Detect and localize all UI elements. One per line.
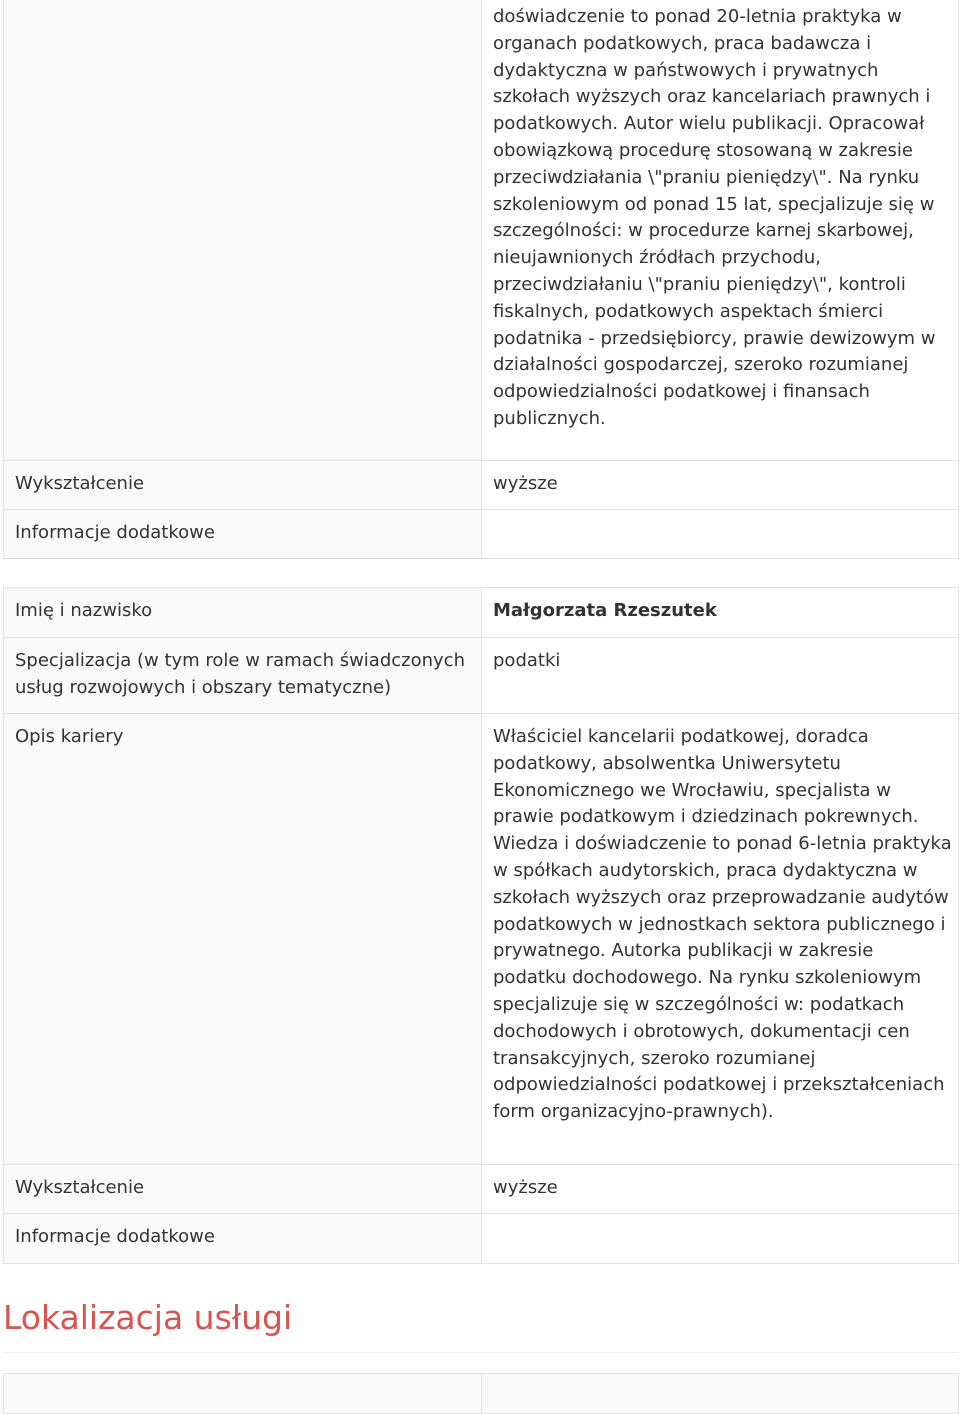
additional-info-label: Informacje dodatkowe: [15, 522, 215, 543]
education-label: Wykształcenie: [15, 1177, 145, 1198]
name-value-cell: [482, 588, 959, 638]
name-label: Imię i nazwisko: [15, 600, 153, 621]
specialization-label-cell: [4, 638, 482, 714]
education-label: Wykształcenie: [15, 473, 145, 494]
name-label-cell: [4, 588, 482, 638]
career-description: doświadczenie to ponad 20-letnia praktyka w organach podatkowych, praca badawcza i dydaktyczna w państwowych i prywatnych szkołach wyższych oraz kancelariach prawnych i podatkowych. Autor wielu publikacji. Opracował obowiązkową procedurę stosowaną w zakresie przeciwdziałania \"praniu pieniędzy\". Na rynku szkoleniowym od ponad 15 lat, specjalizuje się w szczególności: w procedurze karnej skarbowej, nieujawnionych źródłach przychodu, przeciwdziałaniu \"praniu pieniędzy\", kontroli fiskalnych, podatkowych aspektach śmierci podatnika - przedsiębiorcy, prawie dewizowym w działalności gospodarczej, szeroko rozumianej odpowiedzialności podatkowej i finansach publicznych.: [493, 6, 936, 429]
location-table: [3, 1373, 959, 1414]
table-row: [4, 461, 959, 510]
additional-info-value-cell: [482, 1214, 959, 1264]
additional-info-label: Informacje dodatkowe: [15, 1226, 215, 1247]
education-label-cell: [4, 461, 482, 510]
additional-info-label-cell: [4, 1214, 482, 1264]
trainer-name: Małgorzata Rzeszutek: [493, 600, 717, 621]
location-section-title: Lokalizacja usługi: [3, 1298, 293, 1337]
career-label-cell: [4, 714, 482, 1165]
career-label: Opis kariery: [15, 726, 124, 747]
location-value-cell: [482, 1374, 959, 1414]
table-row: [4, 0, 959, 461]
career-description: Właściciel kancelarii podatkowej, doradca podatkowy, absolwentka Uniwersytetu Ekonomicznego we Wrocławiu, specjalista w prawie podatkowym i dziedzinach pokrewnych. Wiedza i doświadczenie to ponad 6-letnia praktyka w spółkach audytorskich, praca dydaktyczna w szkołach wyższych oraz przeprowadzanie audytów podatkowych w jednostkach sektora publicznego i prywatnego. Autorka publikacji w zakresie podatku dochodowego. Na rynku szkoleniowym specjalizuje się w szczególności w: podatkach dochodowych i obrotowych, dokumentacji cen transakcyjnych, szeroko rozumianej odpowiedzialności podatkowej i przekształceniach form organizacyjno-prawnych).: [493, 726, 952, 1123]
education-value-cell: [482, 1165, 959, 1214]
education-value: wyższe: [493, 1177, 558, 1198]
table-row: [4, 1214, 959, 1264]
label-cell-empty: [4, 0, 482, 461]
career-description-cell: [482, 0, 959, 461]
additional-info-value-cell: [482, 510, 959, 559]
section-divider: [3, 1352, 958, 1353]
career-value-cell: [482, 714, 959, 1165]
specialization-value: podatki: [493, 650, 561, 671]
specialization-value-cell: [482, 638, 959, 714]
trainer-table-1: [3, 0, 959, 559]
table-row: [4, 714, 959, 1165]
table-row: [4, 638, 959, 714]
education-value: wyższe: [493, 473, 558, 494]
additional-info-value: [482, 1214, 958, 1235]
table-row: [4, 1165, 959, 1214]
table-row: [4, 1374, 959, 1414]
additional-info-label-cell: [4, 510, 482, 559]
additional-info-value: [482, 510, 958, 531]
trainer-table-2: [3, 587, 959, 1264]
education-value-cell: [482, 461, 959, 510]
table-row: [4, 588, 959, 638]
table-row: [4, 510, 959, 559]
location-label-cell: [4, 1374, 482, 1414]
education-label-cell: [4, 1165, 482, 1214]
specialization-label: Specjalizacja (w tym role w ramach świadczonych usług rozwojowych i obszary tematyczne): [15, 650, 465, 698]
